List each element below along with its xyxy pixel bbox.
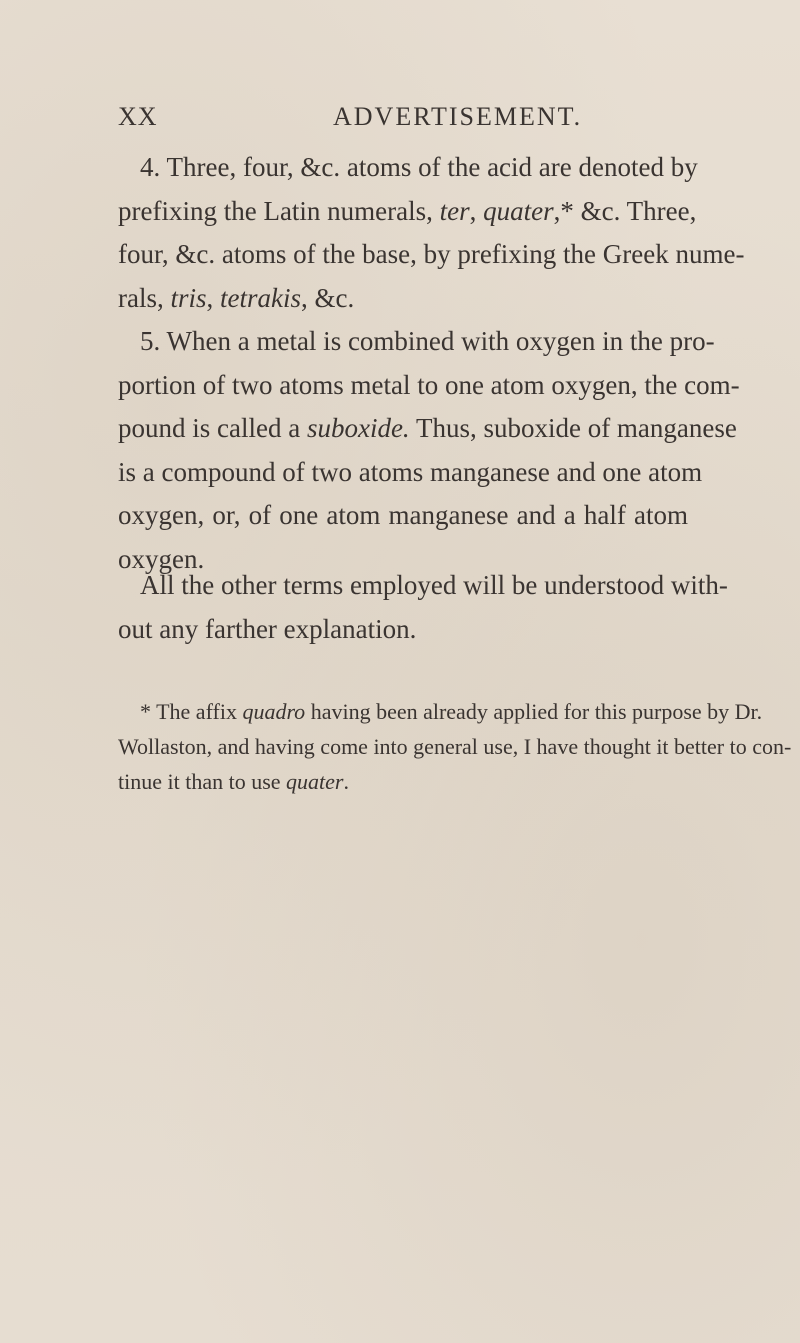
text-run: tinue it than to use — [118, 769, 287, 794]
paragraph-4 — [118, 146, 745, 320]
page-header — [118, 102, 678, 136]
paragraph-other-terms — [118, 564, 728, 651]
paragraph-5-line: 5. When a metal is combined with oxygen in the pro- — [140, 326, 715, 356]
footnote — [118, 694, 792, 799]
text-run: rals, — [118, 282, 171, 313]
paragraph-5 — [118, 320, 740, 581]
text-run: having been already applied for this purpose by Dr. — [305, 699, 763, 724]
paragraph-other-line: All the other terms employed will be understood with- — [140, 570, 728, 600]
italic-term: ter — [439, 195, 470, 226]
paragraph-other-line: out any farther explanation. — [118, 613, 417, 644]
paragraph-5-line — [118, 407, 737, 451]
italic-term: suboxide. — [306, 413, 410, 443]
paragraph-4-line: four, &c. atoms of the base, by prefixing the Greek nume- — [118, 239, 745, 269]
footnote-line — [118, 694, 763, 729]
paragraph-5-line: is a compound of two atoms manganese and one atom — [118, 456, 703, 487]
paragraph-4-line: 4. Three, four, &c. atoms of the acid are denoted by — [140, 152, 698, 182]
text-run: , &c. — [301, 282, 355, 313]
paragraph-4-line — [118, 277, 688, 321]
paragraph-4-line — [118, 190, 697, 234]
text-run: . — [343, 769, 349, 794]
footnote-line — [118, 764, 688, 799]
italic-term: quater — [483, 195, 554, 226]
text-run: ,* &c. Three, — [553, 195, 697, 226]
italic-term: tris — [170, 282, 207, 313]
text-run: Thus, suboxide of manganese — [409, 413, 737, 443]
text-run: pound is called a — [118, 413, 307, 443]
italic-term: quadro — [242, 699, 306, 724]
running-head: ADVERTISEMENT. — [333, 102, 583, 131]
footnote-line: Wollaston, and having come into general use, I have thought it better to con- — [118, 734, 792, 759]
paragraph-5-line: portion of two atoms metal to one atom oxygen, the com- — [118, 369, 740, 400]
paragraph-5-line: oxygen, or, of one atom manganese and a half atom — [118, 500, 688, 530]
text-run: , — [469, 195, 484, 226]
text-run: prefixing the Latin numerals, — [118, 195, 440, 226]
page-number: XX — [118, 102, 158, 131]
italic-term: quater — [286, 769, 344, 794]
paragraph-5-line: oxygen. — [118, 543, 205, 574]
text-run: , — [206, 282, 221, 313]
text-run: * The affix — [140, 699, 243, 724]
italic-term: tetrakis — [220, 282, 302, 313]
